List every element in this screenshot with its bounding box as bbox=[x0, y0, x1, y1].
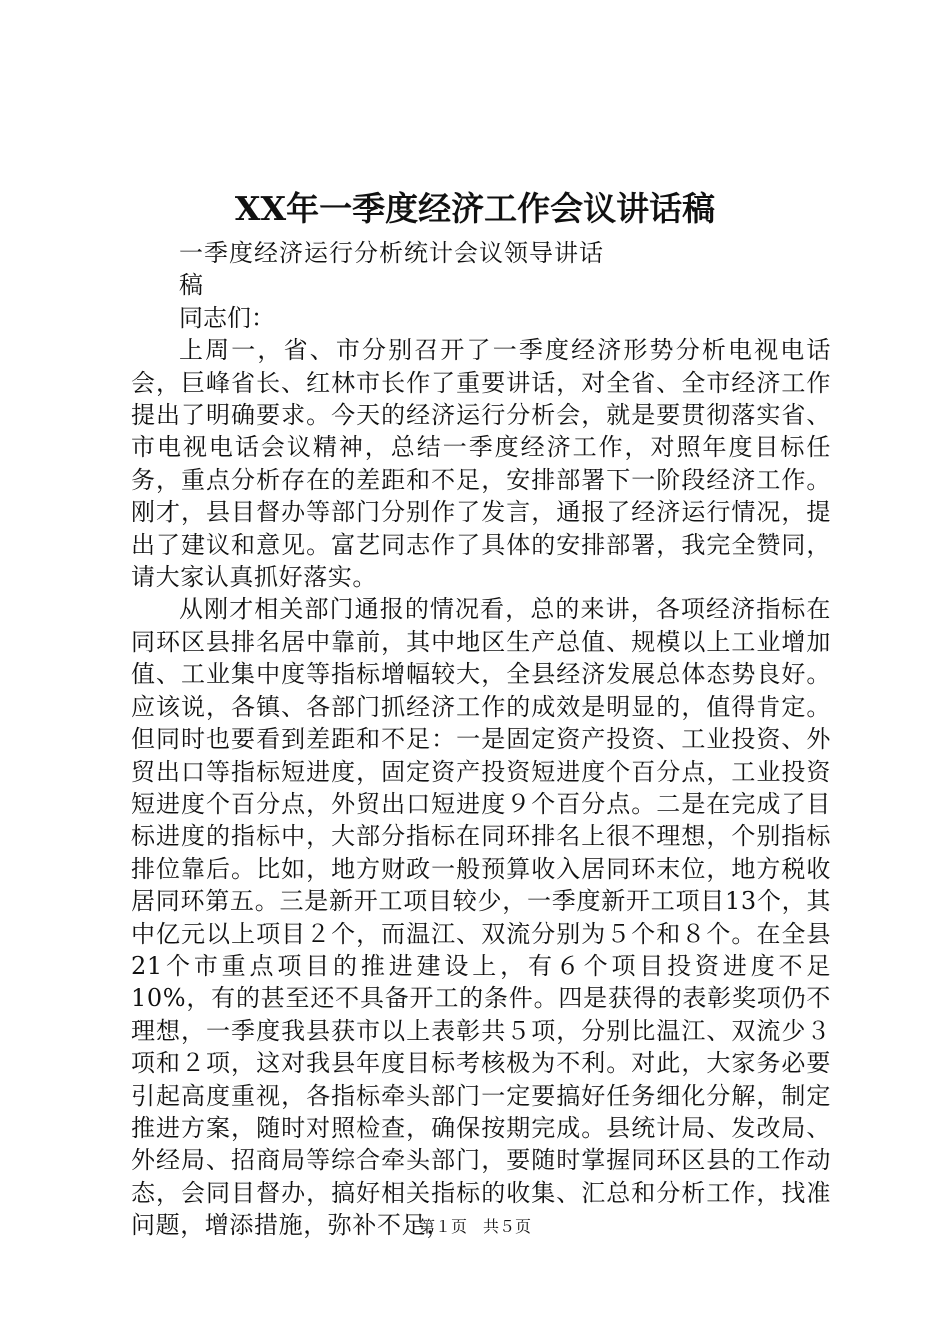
document-title: XX年一季度经济工作会议讲话稿 bbox=[234, 189, 716, 228]
salutation: 同志们： bbox=[179, 303, 275, 332]
paragraph-2: 从刚才相关部门通报的情况看，总的来讲，各项经济指标在同环区县排名居中靠前，其中地区生产总值、规模以上工业增加值、工业集中度等指标增幅较大，全县经济发展总体态势良好。应该说，各镇、各部门抓经济工作的成效是明显的，值得肯定。但同时也要看到差距和不足：一是固定资产投资、工业投资、外贸出口等指标短进度，固定资产投资短进度个百分点，工业投资短进度个百分点，外贸出口短进度９个百分点。二是在完成了目标进度的指标中，大部分指标在同环排名上很不理想，个别指标排位靠后。比如，地方财政一般预算收入居同环末位，地方税收居同环第五。三是新开工项目较少，一季度新开工项目13个，其中亿元以上项目２个，而温江、双流分别为５个和８个。在全县21个市重点项目的推进建设上，有６个项目投资进度不足10%，有的甚至还不具备开工的条件。四是获得的表彰奖项仍不理想，一季度我县获市以上表彰共５项，分别比温江、双流少３项和２项，这对我县年度目标考核极为不利。对此，大家务必要引起高度重视，各指标牵头部门一定要搞好任务细化分解，制定推进方案，随时对照检查，确保按期完成。县统计局、发改局、外经局、招商局等综合牵头部门，要随时掌握同环区县的工作动态，会同目督办，搞好相关指标的收集、汇总和分析工作，找准问题，增添措施，弥补不足， bbox=[131, 595, 831, 1240]
page-footer: 第１页 共５页 bbox=[418, 1217, 531, 1236]
document-subtitle: 一季度经济运行分析统计会议领导讲话稿 bbox=[179, 239, 604, 300]
document-body bbox=[131, 237, 831, 1242]
paragraph-1: 上周一，省、市分别召开了一季度经济形势分析电视电话会，巨峰省长、红林市长作了重要讲话，对全省、全市经济工作提出了明确要求。今天的经济运行分析会，就是要贯彻落实省、市电视电话会议精神，总结一季度经济工作，对照年度目标任务，重点分析存在的差距和不足，安排部署下一阶段经济工作。刚才，县目督办等部门分别作了发言，通报了经济运行情况，提出了建议和意见。富艺同志作了具体的安排部署，我完全赞同，请大家认真抓好落实。 bbox=[131, 336, 831, 592]
